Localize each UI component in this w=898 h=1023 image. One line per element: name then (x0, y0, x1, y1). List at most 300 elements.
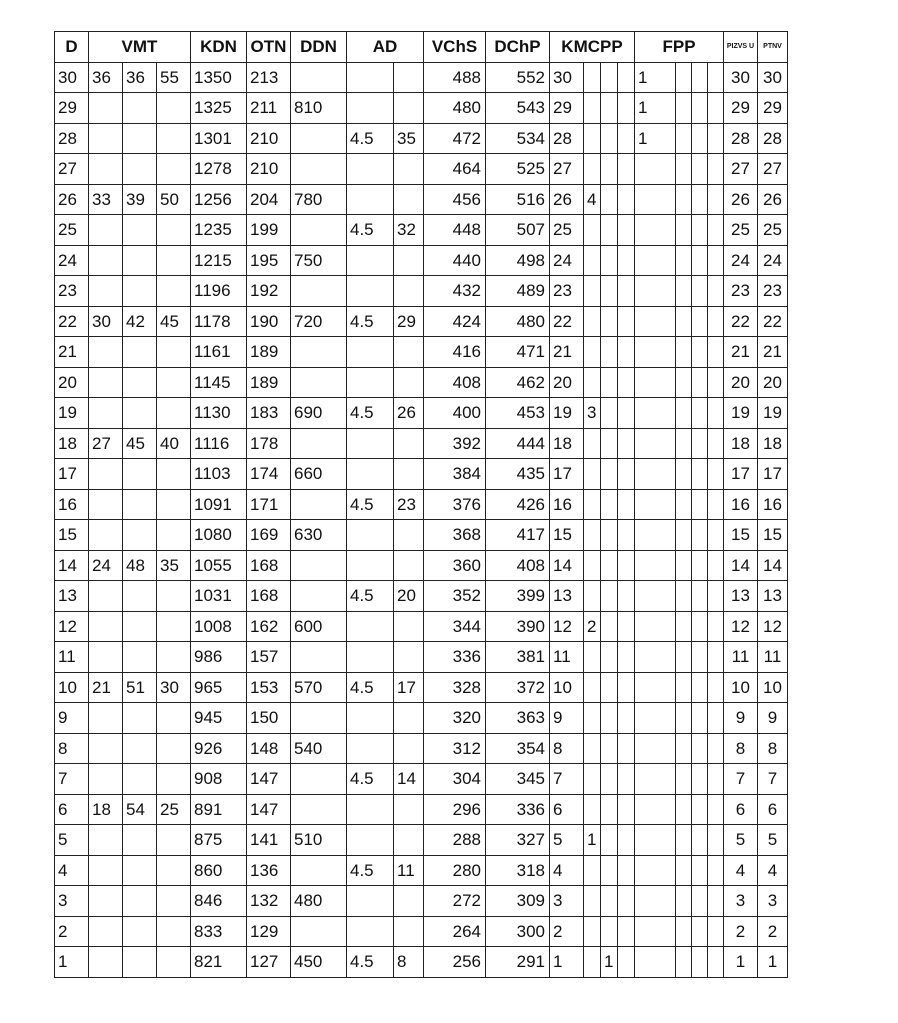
cell-vmt-2 (123, 367, 157, 398)
cell-fpp-2 (676, 520, 692, 551)
cell-d: 23 (55, 276, 89, 307)
cell-ad-1: 4.5 (347, 581, 394, 612)
cell-ptnv: 29 (758, 93, 788, 124)
cell-fpp-4 (708, 123, 724, 154)
cell-kmcpp-2 (584, 215, 601, 246)
cell-d: 6 (55, 794, 89, 825)
cell-fpp-4 (708, 367, 724, 398)
cell-ddn (291, 489, 347, 520)
cell-vmt-2 (123, 642, 157, 673)
cell-vmt-1: 33 (89, 184, 123, 215)
cell-ad-1: 4.5 (347, 947, 394, 978)
cell-pizvsu: 1 (724, 947, 758, 978)
cell-vmt-2 (123, 855, 157, 886)
cell-kmcpp-2 (584, 367, 601, 398)
cell-fpp-3 (692, 764, 708, 795)
cell-ad-1 (347, 611, 394, 642)
cell-kmcpp-1: 2 (550, 916, 584, 947)
cell-kdn: 1256 (191, 184, 247, 215)
cell-kmcpp-4 (618, 550, 635, 581)
cell-ad-2 (394, 337, 424, 368)
cell-vmt-3 (157, 398, 191, 429)
cell-vmt-2 (123, 398, 157, 429)
cell-ad-2 (394, 520, 424, 551)
cell-vchs: 312 (424, 733, 486, 764)
cell-fpp-1 (635, 947, 676, 978)
cell-kmcpp-4 (618, 398, 635, 429)
cell-ad-1 (347, 367, 394, 398)
cell-pizvsu: 30 (724, 62, 758, 93)
cell-vmt-1 (89, 581, 123, 612)
cell-ddn: 720 (291, 306, 347, 337)
cell-fpp-4 (708, 947, 724, 978)
table-row (55, 154, 788, 185)
cell-kmcpp-3 (601, 550, 618, 581)
cell-ptnv: 6 (758, 794, 788, 825)
cell-vmt-1 (89, 398, 123, 429)
cell-ptnv: 19 (758, 398, 788, 429)
cell-fpp-1 (635, 581, 676, 612)
cell-ptnv: 15 (758, 520, 788, 551)
table-row (55, 794, 788, 825)
cell-kdn: 1215 (191, 245, 247, 276)
cell-vmt-1 (89, 733, 123, 764)
cell-kdn: 833 (191, 916, 247, 947)
cell-fpp-2 (676, 215, 692, 246)
cell-otn: 148 (247, 733, 291, 764)
cell-d: 16 (55, 489, 89, 520)
cell-kmcpp-1: 15 (550, 520, 584, 551)
cell-fpp-1 (635, 764, 676, 795)
cell-ad-2: 17 (394, 672, 424, 703)
cell-kmcpp-4 (618, 367, 635, 398)
cell-kmcpp-2: 4 (584, 184, 601, 215)
cell-ad-2 (394, 825, 424, 856)
cell-dchp: 444 (486, 428, 550, 459)
cell-kmcpp-2 (584, 550, 601, 581)
table-row (55, 276, 788, 307)
cell-pizvsu: 16 (724, 489, 758, 520)
cell-ad-1 (347, 794, 394, 825)
cell-fpp-2 (676, 123, 692, 154)
cell-otn: 195 (247, 245, 291, 276)
cell-kmcpp-3 (601, 825, 618, 856)
cell-ptnv: 5 (758, 825, 788, 856)
cell-otn: 174 (247, 459, 291, 490)
cell-vmt-3 (157, 520, 191, 551)
cell-d: 29 (55, 93, 89, 124)
cell-fpp-1 (635, 733, 676, 764)
cell-fpp-2 (676, 184, 692, 215)
cell-otn: 127 (247, 947, 291, 978)
cell-vmt-3: 25 (157, 794, 191, 825)
cell-ddn (291, 123, 347, 154)
table-row (55, 642, 788, 673)
cell-kmcpp-3 (601, 886, 618, 917)
cell-vmt-3 (157, 367, 191, 398)
cell-kdn: 1145 (191, 367, 247, 398)
cell-dchp: 489 (486, 276, 550, 307)
cell-ptnv: 26 (758, 184, 788, 215)
cell-vmt-3 (157, 764, 191, 795)
cell-dchp: 471 (486, 337, 550, 368)
cell-kmcpp-4 (618, 764, 635, 795)
cell-fpp-3 (692, 916, 708, 947)
cell-fpp-1 (635, 367, 676, 398)
cell-vchs: 320 (424, 703, 486, 734)
cell-kmcpp-3 (601, 123, 618, 154)
cell-fpp-3 (692, 733, 708, 764)
cell-vchs: 328 (424, 672, 486, 703)
cell-fpp-3 (692, 62, 708, 93)
cell-pizvsu: 15 (724, 520, 758, 551)
cell-kmcpp-3 (601, 672, 618, 703)
cell-d: 21 (55, 337, 89, 368)
cell-vchs: 480 (424, 93, 486, 124)
cell-kmcpp-4 (618, 337, 635, 368)
cell-vmt-3 (157, 703, 191, 734)
cell-d: 15 (55, 520, 89, 551)
cell-vmt-3 (157, 215, 191, 246)
cell-d: 13 (55, 581, 89, 612)
cell-vmt-3 (157, 276, 191, 307)
cell-otn: 213 (247, 62, 291, 93)
cell-fpp-4 (708, 520, 724, 551)
cell-vmt-2 (123, 611, 157, 642)
cell-kmcpp-1: 6 (550, 794, 584, 825)
cell-kmcpp-3 (601, 428, 618, 459)
cell-vmt-3 (157, 123, 191, 154)
cell-kdn: 1031 (191, 581, 247, 612)
cell-fpp-2 (676, 825, 692, 856)
table-body (55, 62, 788, 977)
table-row (55, 367, 788, 398)
cell-vchs: 456 (424, 184, 486, 215)
cell-fpp-1 (635, 215, 676, 246)
cell-dchp: 534 (486, 123, 550, 154)
cell-ptnv: 23 (758, 276, 788, 307)
cell-ad-2: 11 (394, 855, 424, 886)
header-kmcpp: KMCPP (550, 32, 635, 63)
cell-fpp-2 (676, 947, 692, 978)
cell-otn: 178 (247, 428, 291, 459)
cell-ptnv: 20 (758, 367, 788, 398)
cell-vmt-1 (89, 337, 123, 368)
cell-vmt-1 (89, 93, 123, 124)
cell-ptnv: 2 (758, 916, 788, 947)
cell-kmcpp-2 (584, 855, 601, 886)
cell-pizvsu: 9 (724, 703, 758, 734)
cell-kmcpp-2 (584, 947, 601, 978)
cell-pizvsu: 17 (724, 459, 758, 490)
cell-vmt-3 (157, 642, 191, 673)
cell-vmt-3 (157, 459, 191, 490)
cell-vmt-3 (157, 916, 191, 947)
cell-kmcpp-3 (601, 62, 618, 93)
table-row (55, 825, 788, 856)
cell-fpp-3 (692, 489, 708, 520)
cell-ad-2: 8 (394, 947, 424, 978)
cell-ptnv: 8 (758, 733, 788, 764)
cell-vchs: 368 (424, 520, 486, 551)
cell-kdn: 846 (191, 886, 247, 917)
cell-ad-2 (394, 703, 424, 734)
cell-fpp-2 (676, 733, 692, 764)
cell-kmcpp-3 (601, 611, 618, 642)
cell-fpp-2 (676, 855, 692, 886)
cell-fpp-1 (635, 916, 676, 947)
cell-kmcpp-1: 8 (550, 733, 584, 764)
cell-fpp-4 (708, 489, 724, 520)
cell-fpp-3 (692, 245, 708, 276)
cell-kmcpp-1: 24 (550, 245, 584, 276)
cell-pizvsu: 4 (724, 855, 758, 886)
cell-fpp-2 (676, 428, 692, 459)
cell-fpp-3 (692, 459, 708, 490)
cell-vmt-1 (89, 276, 123, 307)
cell-fpp-4 (708, 703, 724, 734)
cell-vchs: 400 (424, 398, 486, 429)
cell-kmcpp-2 (584, 245, 601, 276)
cell-kmcpp-4 (618, 886, 635, 917)
cell-fpp-2 (676, 337, 692, 368)
cell-vmt-1: 36 (89, 62, 123, 93)
cell-ad-2 (394, 154, 424, 185)
cell-ad-1 (347, 337, 394, 368)
table-row (55, 62, 788, 93)
cell-fpp-1 (635, 703, 676, 734)
cell-ad-2 (394, 550, 424, 581)
cell-kdn: 1278 (191, 154, 247, 185)
cell-ad-2 (394, 428, 424, 459)
cell-fpp-2 (676, 886, 692, 917)
cell-ad-2 (394, 916, 424, 947)
cell-fpp-4 (708, 886, 724, 917)
cell-vmt-2 (123, 916, 157, 947)
cell-vmt-3 (157, 581, 191, 612)
cell-ddn: 450 (291, 947, 347, 978)
cell-kmcpp-4 (618, 672, 635, 703)
cell-kmcpp-4 (618, 947, 635, 978)
cell-fpp-3 (692, 520, 708, 551)
cell-ddn (291, 154, 347, 185)
cell-vmt-2 (123, 337, 157, 368)
cell-kmcpp-4 (618, 825, 635, 856)
cell-dchp: 408 (486, 550, 550, 581)
table-row (55, 611, 788, 642)
cell-vmt-3: 30 (157, 672, 191, 703)
table-row (55, 123, 788, 154)
cell-d: 27 (55, 154, 89, 185)
cell-vmt-2 (123, 154, 157, 185)
cell-vchs: 376 (424, 489, 486, 520)
table-row (55, 550, 788, 581)
cell-kdn: 926 (191, 733, 247, 764)
cell-kmcpp-1: 11 (550, 642, 584, 673)
cell-fpp-2 (676, 276, 692, 307)
cell-fpp-3 (692, 886, 708, 917)
cell-vmt-2 (123, 764, 157, 795)
cell-kmcpp-2: 1 (584, 825, 601, 856)
cell-fpp-3 (692, 672, 708, 703)
cell-pizvsu: 7 (724, 764, 758, 795)
cell-ad-2 (394, 794, 424, 825)
cell-kmcpp-2 (584, 642, 601, 673)
cell-ddn: 780 (291, 184, 347, 215)
cell-ad-2: 26 (394, 398, 424, 429)
cell-vmt-1 (89, 825, 123, 856)
cell-ddn (291, 276, 347, 307)
cell-fpp-1 (635, 886, 676, 917)
table-row (55, 489, 788, 520)
table-row (55, 855, 788, 886)
cell-kmcpp-2 (584, 581, 601, 612)
cell-dchp: 372 (486, 672, 550, 703)
cell-kmcpp-3: 1 (601, 947, 618, 978)
cell-d: 26 (55, 184, 89, 215)
cell-vmt-1 (89, 154, 123, 185)
cell-fpp-1 (635, 398, 676, 429)
table-row (55, 916, 788, 947)
cell-vchs: 448 (424, 215, 486, 246)
cell-vmt-1 (89, 123, 123, 154)
cell-pizvsu: 26 (724, 184, 758, 215)
cell-vmt-1 (89, 642, 123, 673)
cell-kdn: 945 (191, 703, 247, 734)
cell-vmt-3 (157, 855, 191, 886)
cell-fpp-1 (635, 672, 676, 703)
cell-ddn (291, 215, 347, 246)
cell-pizvsu: 25 (724, 215, 758, 246)
cell-otn: 210 (247, 154, 291, 185)
cell-vmt-1 (89, 703, 123, 734)
cell-dchp: 354 (486, 733, 550, 764)
cell-ad-1: 4.5 (347, 672, 394, 703)
cell-ddn (291, 550, 347, 581)
cell-kdn: 965 (191, 672, 247, 703)
cell-kmcpp-1: 12 (550, 611, 584, 642)
cell-ad-1 (347, 642, 394, 673)
cell-pizvsu: 24 (724, 245, 758, 276)
cell-fpp-4 (708, 794, 724, 825)
cell-d: 18 (55, 428, 89, 459)
cell-pizvsu: 6 (724, 794, 758, 825)
cell-fpp-1: 1 (635, 62, 676, 93)
cell-ptnv: 28 (758, 123, 788, 154)
cell-ad-1 (347, 886, 394, 917)
cell-fpp-3 (692, 428, 708, 459)
cell-fpp-2 (676, 703, 692, 734)
cell-kdn: 1080 (191, 520, 247, 551)
cell-ddn: 810 (291, 93, 347, 124)
cell-kmcpp-1: 10 (550, 672, 584, 703)
cell-pizvsu: 11 (724, 642, 758, 673)
cell-otn: 171 (247, 489, 291, 520)
cell-fpp-4 (708, 62, 724, 93)
cell-fpp-3 (692, 703, 708, 734)
cell-kdn: 1130 (191, 398, 247, 429)
header-fpp: FPP (635, 32, 724, 63)
cell-ad-2 (394, 245, 424, 276)
cell-dchp: 543 (486, 93, 550, 124)
cell-kmcpp-2 (584, 794, 601, 825)
cell-kmcpp-1: 27 (550, 154, 584, 185)
cell-fpp-4 (708, 398, 724, 429)
cell-ddn (291, 855, 347, 886)
cell-ptnv: 10 (758, 672, 788, 703)
cell-ad-1 (347, 520, 394, 551)
cell-kmcpp-2 (584, 276, 601, 307)
cell-fpp-4 (708, 245, 724, 276)
cell-ddn: 570 (291, 672, 347, 703)
cell-kmcpp-4 (618, 428, 635, 459)
cell-vmt-2 (123, 459, 157, 490)
cell-kmcpp-3 (601, 764, 618, 795)
cell-kdn: 1301 (191, 123, 247, 154)
cell-otn: 141 (247, 825, 291, 856)
cell-ptnv: 1 (758, 947, 788, 978)
cell-vmt-3: 35 (157, 550, 191, 581)
cell-fpp-2 (676, 672, 692, 703)
cell-vmt-2 (123, 703, 157, 734)
cell-kmcpp-2 (584, 62, 601, 93)
cell-kdn: 908 (191, 764, 247, 795)
cell-fpp-3 (692, 367, 708, 398)
cell-vmt-3: 55 (157, 62, 191, 93)
cell-kmcpp-4 (618, 611, 635, 642)
cell-fpp-3 (692, 154, 708, 185)
cell-d: 14 (55, 550, 89, 581)
cell-vchs: 408 (424, 367, 486, 398)
cell-ptnv: 7 (758, 764, 788, 795)
cell-fpp-2 (676, 62, 692, 93)
cell-kmcpp-4 (618, 520, 635, 551)
cell-vmt-2 (123, 520, 157, 551)
cell-vmt-3 (157, 733, 191, 764)
cell-fpp-2 (676, 794, 692, 825)
cell-fpp-2 (676, 581, 692, 612)
cell-dchp: 327 (486, 825, 550, 856)
cell-fpp-3 (692, 581, 708, 612)
cell-fpp-1 (635, 855, 676, 886)
cell-fpp-4 (708, 825, 724, 856)
cell-dchp: 390 (486, 611, 550, 642)
cell-fpp-2 (676, 642, 692, 673)
cell-otn: 189 (247, 337, 291, 368)
cell-vmt-1 (89, 886, 123, 917)
cell-fpp-4 (708, 672, 724, 703)
cell-ptnv: 3 (758, 886, 788, 917)
cell-dchp: 507 (486, 215, 550, 246)
cell-vchs: 288 (424, 825, 486, 856)
cell-vmt-1 (89, 916, 123, 947)
cell-fpp-1: 1 (635, 93, 676, 124)
cell-d: 28 (55, 123, 89, 154)
table-row (55, 184, 788, 215)
cell-vmt-3 (157, 886, 191, 917)
cell-ddn: 510 (291, 825, 347, 856)
cell-ptnv: 14 (758, 550, 788, 581)
cell-vmt-2 (123, 215, 157, 246)
cell-kmcpp-1: 26 (550, 184, 584, 215)
cell-ptnv: 4 (758, 855, 788, 886)
cell-otn: 210 (247, 123, 291, 154)
cell-fpp-4 (708, 93, 724, 124)
cell-fpp-1 (635, 154, 676, 185)
cell-kmcpp-1: 25 (550, 215, 584, 246)
cell-kmcpp-2: 2 (584, 611, 601, 642)
cell-kmcpp-1: 19 (550, 398, 584, 429)
